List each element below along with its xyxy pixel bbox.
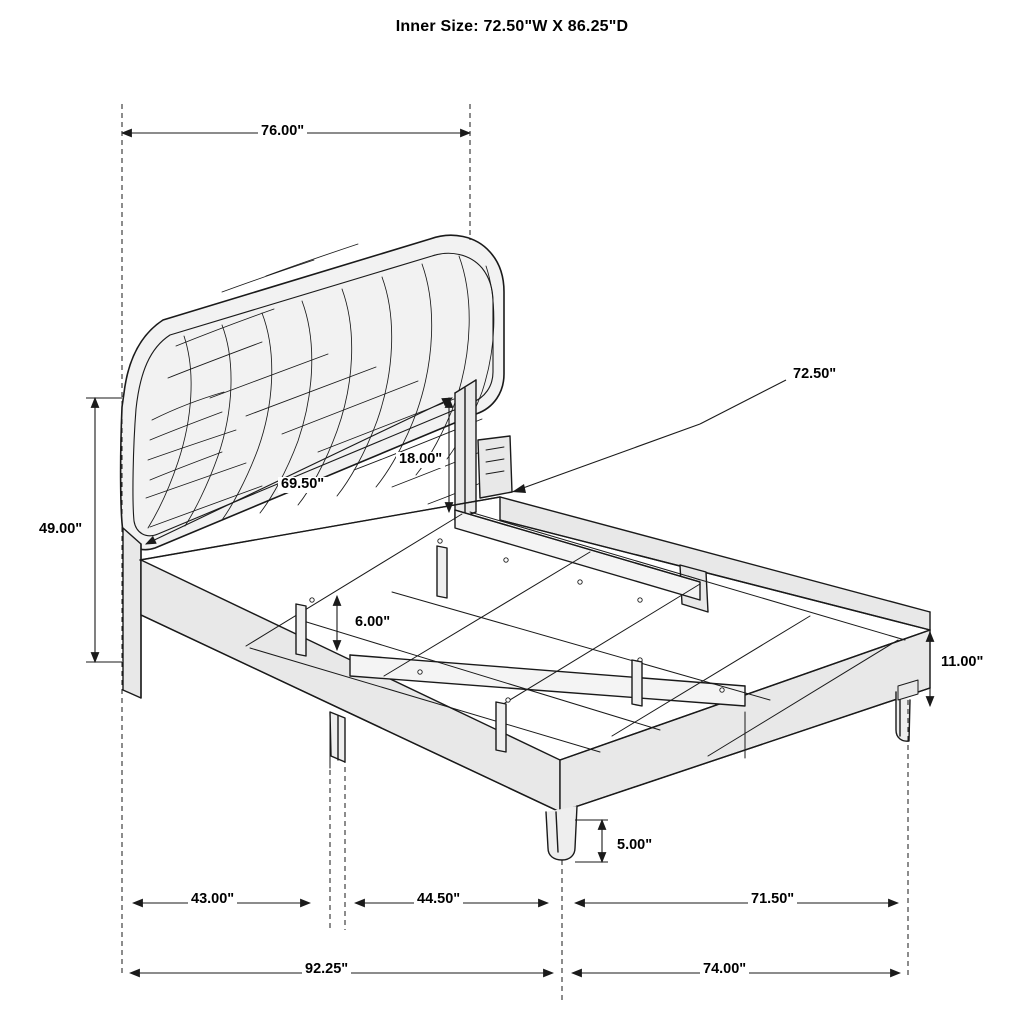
dim-label-seg-43: 43.00" [188, 892, 237, 908]
dim-label-footboard-rail-height: 11.00" [938, 655, 986, 671]
dim-label-headboard-height: 49.00" [36, 522, 85, 538]
dim-label-seg-4450: 44.50" [414, 892, 463, 908]
dim-label-rail-to-panel: 18.00" [396, 452, 445, 468]
dim-label-slat-leg-height: 6.00" [352, 615, 393, 631]
dim-label-overall-7400: 74.00" [700, 962, 749, 978]
dim-label-overall-width-top: 76.00" [258, 124, 307, 140]
dim-label-leg-height: 5.00" [614, 838, 655, 854]
dim-label-leader-depth: 72.50" [790, 367, 839, 383]
diagram-title: Inner Size: 72.50"W X 86.25"D [395, 18, 629, 35]
dim-label-overall-9225: 92.25" [302, 962, 351, 978]
dim-label-seg-7150: 71.50" [748, 892, 797, 908]
dim-label-headboard-panel-width: 69.50" [278, 477, 327, 493]
